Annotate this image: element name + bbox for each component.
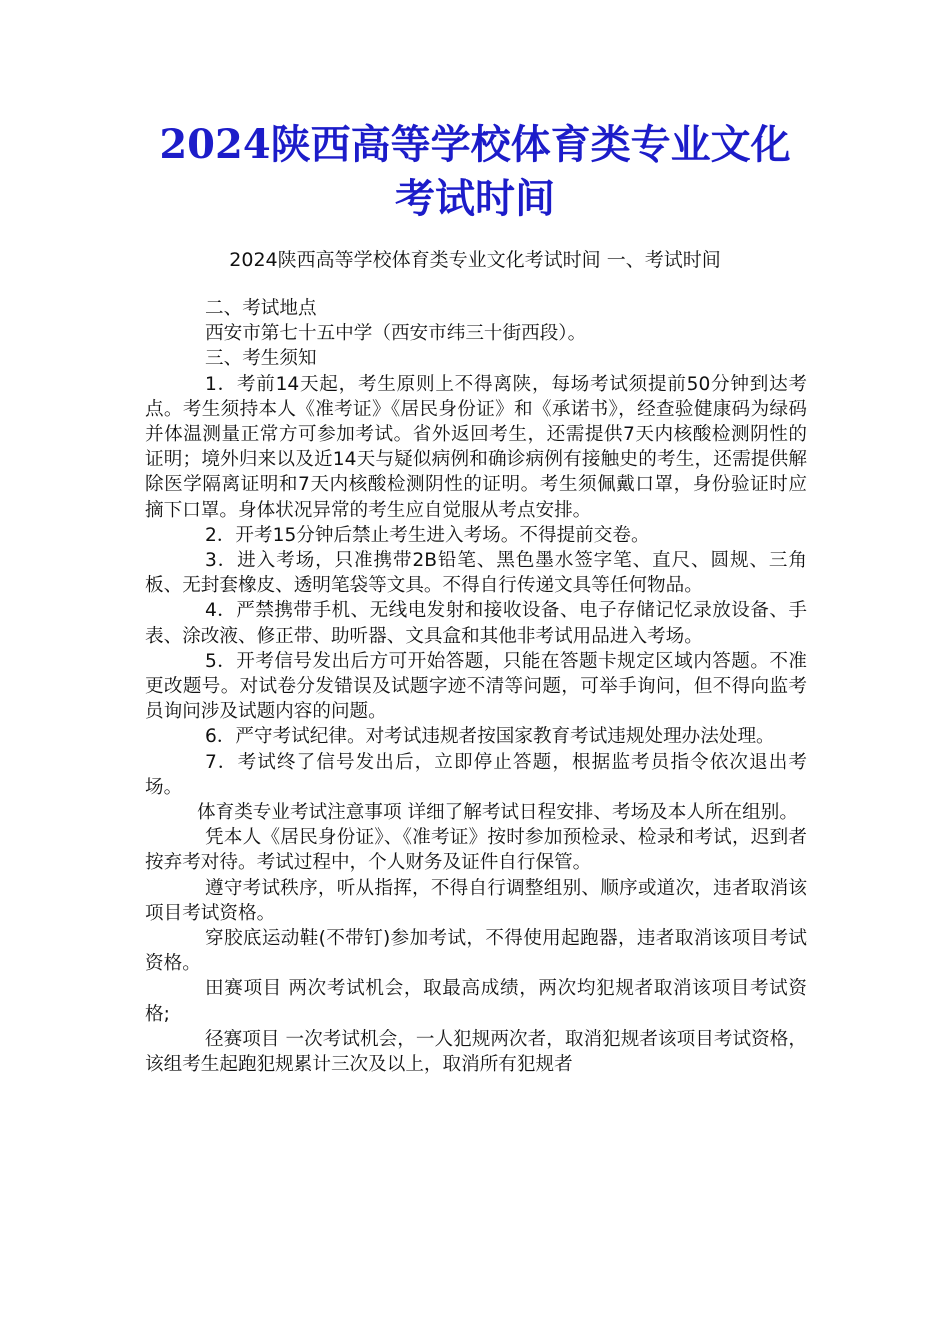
paragraph-order: 遵守考试秩序，听从指挥，不得自行调整组别、顺序或道次，违者取消该项目考试资格。 <box>145 877 807 924</box>
paragraph-notice-5: 5．开考信号发出后方可开始答题，只能在答题卡规定区域内答题。不准更改题号。对试卷分发错误及试题字迹不清等问题，可举手询问，但不得向监考员询问涉及试题内容的问题。 <box>145 650 807 723</box>
section-heading-notice: 三、考生须知 <box>205 348 317 370</box>
paragraph-shoes: 穿胶底运动鞋(不带钉)参加考试，不得使用起跑器，违者取消该项目考试资格。 <box>145 928 807 975</box>
paragraph-field-events: 田赛项目 两次考试机会，取最高成绩，两次均犯规者取消该项目考试资格; <box>145 978 807 1025</box>
title-line-1: 2024陕西高等学校体育类专业文化 <box>159 121 791 168</box>
document-subtitle: 2024陕西高等学校体育类专业文化考试时间 一、考试时间 <box>229 249 721 271</box>
document-body <box>145 296 807 1077</box>
section-heading-location: 二、考试地点 <box>205 298 317 319</box>
paragraph-location: 西安市第七十五中学（西安市纬三十街西段）。 <box>205 323 587 345</box>
paragraph-checkin: 凭本人《居民身份证》、《准考证》按时参加预检录、检录和考试，迟到者按弃考对待。考试过程中，个人财务及证件自行保管。 <box>145 827 807 874</box>
paragraph-notice-1: 1．考前14天起，考生原则上不得离陕，每场考试须提前50分钟到达考点。考生须持本人《准考证》《居民身份证》和《承诺书》，经查验健康码为绿码并体温测量正常方可参加考试。省外返回考生，还需提供7天内核酸检测阴性的证明；境外归来以及近14天与疑似病例和确诊病例有接触史的考生，还需提供解除医学隔离证明和7天内核酸检测阴性的证明。考生须佩戴口罩，身份验证时应摘下口罩。身体状况异常的考生应自觉服从考点安排。 <box>145 373 807 521</box>
paragraph-notice-4: 4．严禁携带手机、无线电发射和接收设备、电子存储记忆录放设备、手表、涂改液、修正带、助听器、文具盒和其他非考试用品进入考场。 <box>145 600 807 647</box>
document-title <box>100 118 850 226</box>
paragraph-track-events: 径赛项目 一次考试机会，一人犯规两次者，取消犯规者该项目考试资格，该组考生起跑犯规累计三次及以上，取消所有犯规者 <box>145 1028 807 1076</box>
paragraph-notice-6: 6．严守考试纪律。对考试违规者按国家教育考试违规处理办法处理。 <box>205 726 775 748</box>
title-line-2: 考试时间 <box>395 175 555 222</box>
paragraph-notice-7: 7．考试终了信号发出后，立即停止答题，根据监考员指令依次退出考场。 <box>145 751 807 798</box>
paragraph-notice-3: 3．进入考场，只准携带2B铅笔、黑色墨水签字笔、直尺、圆规、三角板、无封套橡皮、透明笔袋等文具。不得自行传递文具等任何物品。 <box>145 550 807 597</box>
paragraph-notice-2: 2．开考15分钟后禁止考生进入考场。不得提前交卷。 <box>205 524 650 546</box>
paragraph-sports-notice: 体育类专业考试注意事项 详细了解考试日程安排、考场及本人所在组别。 <box>197 802 798 824</box>
